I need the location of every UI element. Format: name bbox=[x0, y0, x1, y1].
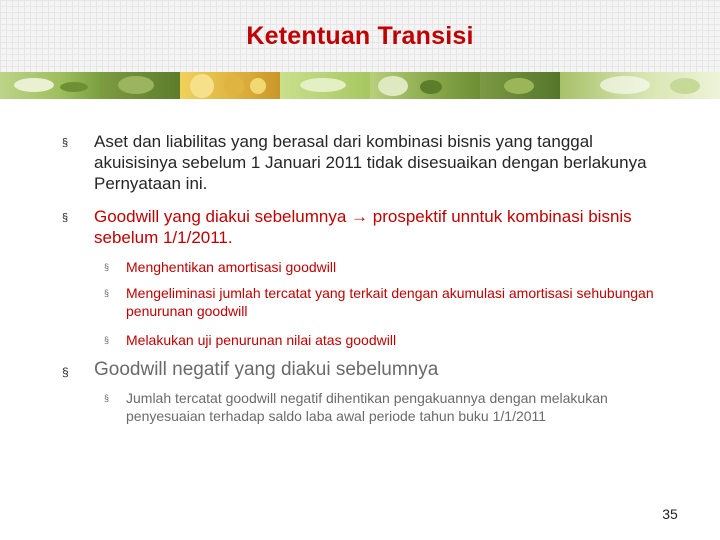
bullet-marker: § bbox=[104, 288, 110, 298]
bullet-marker: § bbox=[62, 137, 69, 149]
sub-bullet-text: Mengeliminasi jumlah tercatat yang terkait dengan akumulasi amortisasi sehubungan penurunan goodwill bbox=[126, 285, 654, 319]
bullet-text: Goodwill negatif yang diakui sebelumnya bbox=[94, 359, 439, 380]
bullet-text-part: Goodwill yang diakui sebelumnya bbox=[94, 207, 352, 226]
bullet-text: Aset dan liabilitas yang berasal dari kombinasi bisnis yang tanggal akuisisinya sebelum 1 Januari 2011 tidak disesuaikan dengan berlakunya Pernyataan ini. bbox=[94, 132, 647, 193]
sub-bullet-item bbox=[104, 259, 664, 277]
bullet-item bbox=[62, 358, 662, 381]
bullet-marker: § bbox=[104, 262, 110, 272]
sub-bullet-item bbox=[104, 390, 664, 425]
bullet-item bbox=[62, 206, 662, 248]
bullet-marker: § bbox=[104, 335, 110, 345]
slide-title: Ketentuan Transisi bbox=[246, 22, 474, 50]
sub-bullet-item bbox=[104, 332, 664, 350]
bullet-marker: § bbox=[62, 212, 69, 224]
sub-bullet-text: Jumlah tercatat goodwill negatif dihentikan pengakuannya dengan melakukan penyesuaian terhadap saldo laba awal periode tahun buku 1/1/2011 bbox=[126, 390, 608, 424]
sub-bullet-item bbox=[104, 285, 664, 320]
bullet-marker: § bbox=[104, 393, 110, 403]
bullet-item bbox=[62, 131, 662, 194]
sub-bullet-text: Menghentikan amortisasi goodwill bbox=[126, 259, 337, 275]
bullet-marker: § bbox=[62, 365, 69, 379]
bullet-text bbox=[62, 206, 662, 248]
bullet-text-part: prospektif unntuk kombinasi bisnis sebelum 1/1/2011. bbox=[94, 207, 632, 247]
arrow-right-icon: → bbox=[351, 207, 369, 226]
sub-bullet-text: Melakukan uji penurunan nilai atas goodwill bbox=[126, 332, 397, 348]
page-number: 35 bbox=[662, 506, 678, 522]
